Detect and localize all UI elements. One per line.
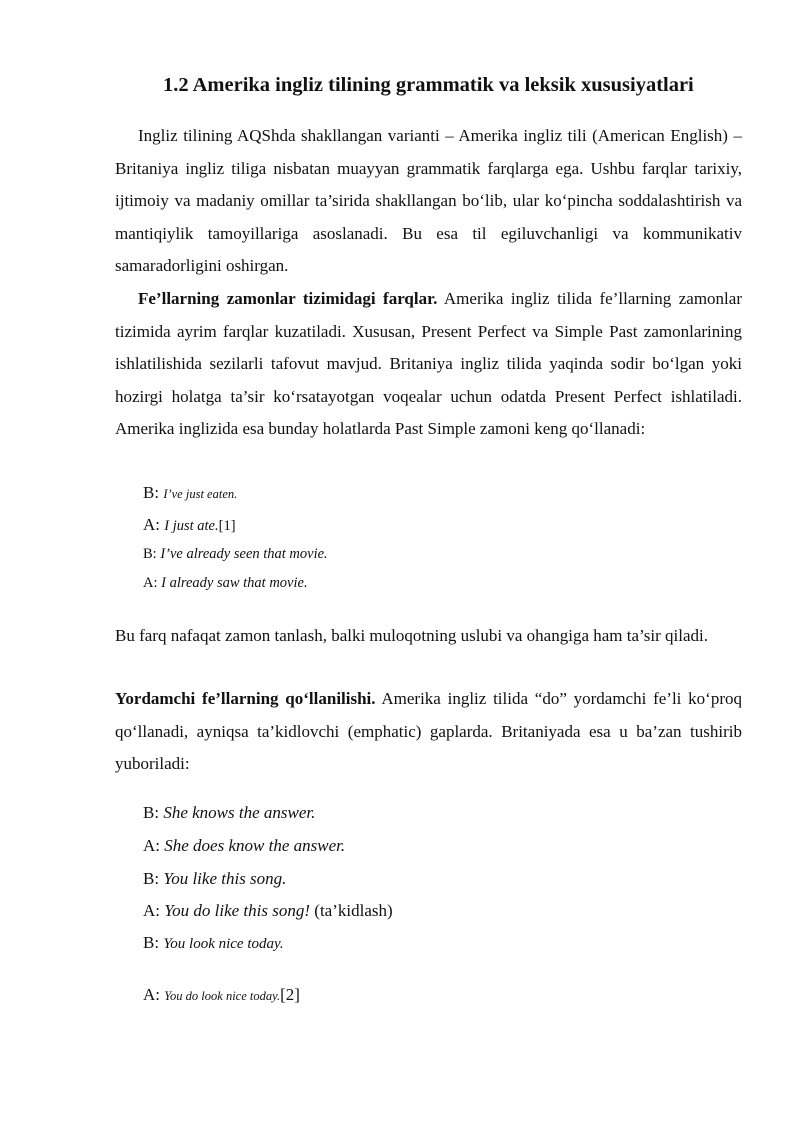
paragraph-tenses-text: Amerika ingliz tilida fe’llarning zamonlar tizimida ayrim farqlar kuzatiladi. Xususan, Present Perfect va Simple Past zamonlarining ishlatilishida sezilarli tafovut mavjud. Britaniya ingliz tilida yaqinda sodir bo‘lgan yoki hozirgi holatga ta’sir ko‘rsatayotgan voqealar uchun odatda Present Perfect ishlatiladi. Amerika inglizida esa bunday holatlarda Past Simple zamoni keng qo‘llanadi:	[115, 289, 742, 438]
paragraph-tenses-heading: Fe’llarning zamonlar tizimidagi farqlar.	[138, 289, 438, 308]
example-text: I’ve just eaten.	[163, 487, 238, 501]
example-text: She knows the answer.	[163, 803, 316, 822]
example-text: I just ate.	[164, 518, 219, 534]
example-label: A:	[143, 836, 165, 855]
paragraph-auxiliary	[115, 683, 742, 781]
example-text: She does know the answer.	[164, 836, 346, 855]
paragraph-intro-text: Ingliz tilining AQShda shakllangan varianti – Amerika ingliz tili (American English) – Britaniya ingliz tiliga nisbatan muayyan grammatik farqlarga ega. Ushbu farqlar tarixiy, ijtimoiy va madaniy omillar ta’sirida shakllangan bo‘lib, ular ko‘pincha soddalashtirish va mantiqiylik tamoyillariga asoslanadi. Bu esa til egiluvchanligi va kommunikativ samaradorligini oshirgan.	[115, 126, 742, 275]
paragraph-intro	[115, 120, 742, 283]
example-line	[143, 836, 345, 856]
example-label: A:	[143, 575, 162, 591]
example-text: You look nice today.	[163, 936, 284, 952]
example-line	[143, 515, 236, 535]
footnote-ref: [2]	[280, 985, 300, 1004]
example-label: B:	[143, 933, 164, 952]
example-text: You do like this song!	[164, 901, 311, 920]
example-label: B:	[143, 546, 161, 562]
example-line	[143, 546, 328, 563]
example-text: I already saw that movie.	[161, 575, 308, 591]
example-text: You like this song.	[163, 869, 287, 888]
paragraph-note	[115, 620, 742, 653]
paragraph-note-text: Bu farq nafaqat zamon tanlash, balki muloqotning uslubi va ohangiga ham ta’sir qiladi.	[115, 626, 708, 645]
example-line	[143, 869, 286, 889]
example-line	[143, 803, 315, 823]
example-line	[143, 933, 284, 953]
paragraph-auxiliary-heading: Yordamchi fe’llarning qo‘llanilishi.	[115, 689, 376, 708]
paragraph-tenses	[115, 283, 742, 446]
example-suffix: (ta’kidlash)	[310, 901, 393, 920]
example-line	[143, 901, 393, 921]
example-label: B:	[143, 483, 164, 502]
example-label: A:	[143, 985, 165, 1004]
section-heading: 1.2 Amerika ingliz tilining grammatik va leksik xususiyatlari	[163, 74, 694, 96]
example-line	[143, 575, 308, 592]
example-label: B:	[143, 803, 164, 822]
example-text: I’ve already seen that movie.	[160, 546, 328, 562]
example-label: B:	[143, 869, 164, 888]
example-label: A:	[143, 515, 165, 534]
example-label: A:	[143, 901, 165, 920]
paragraph-auxiliary-text: Amerika ingliz tilida “do” yordamchi fe’li ko‘proq qo‘llanadi, ayniqsa ta’kidlovchi (emphatic) gaplarda. Britaniyada esa u ba’zan tushirib yuboriladi:	[115, 689, 742, 773]
example-text: You do look nice today.	[164, 989, 281, 1003]
example-line	[143, 483, 237, 503]
footnote-ref: [1]	[218, 518, 236, 534]
example-line	[143, 985, 300, 1005]
